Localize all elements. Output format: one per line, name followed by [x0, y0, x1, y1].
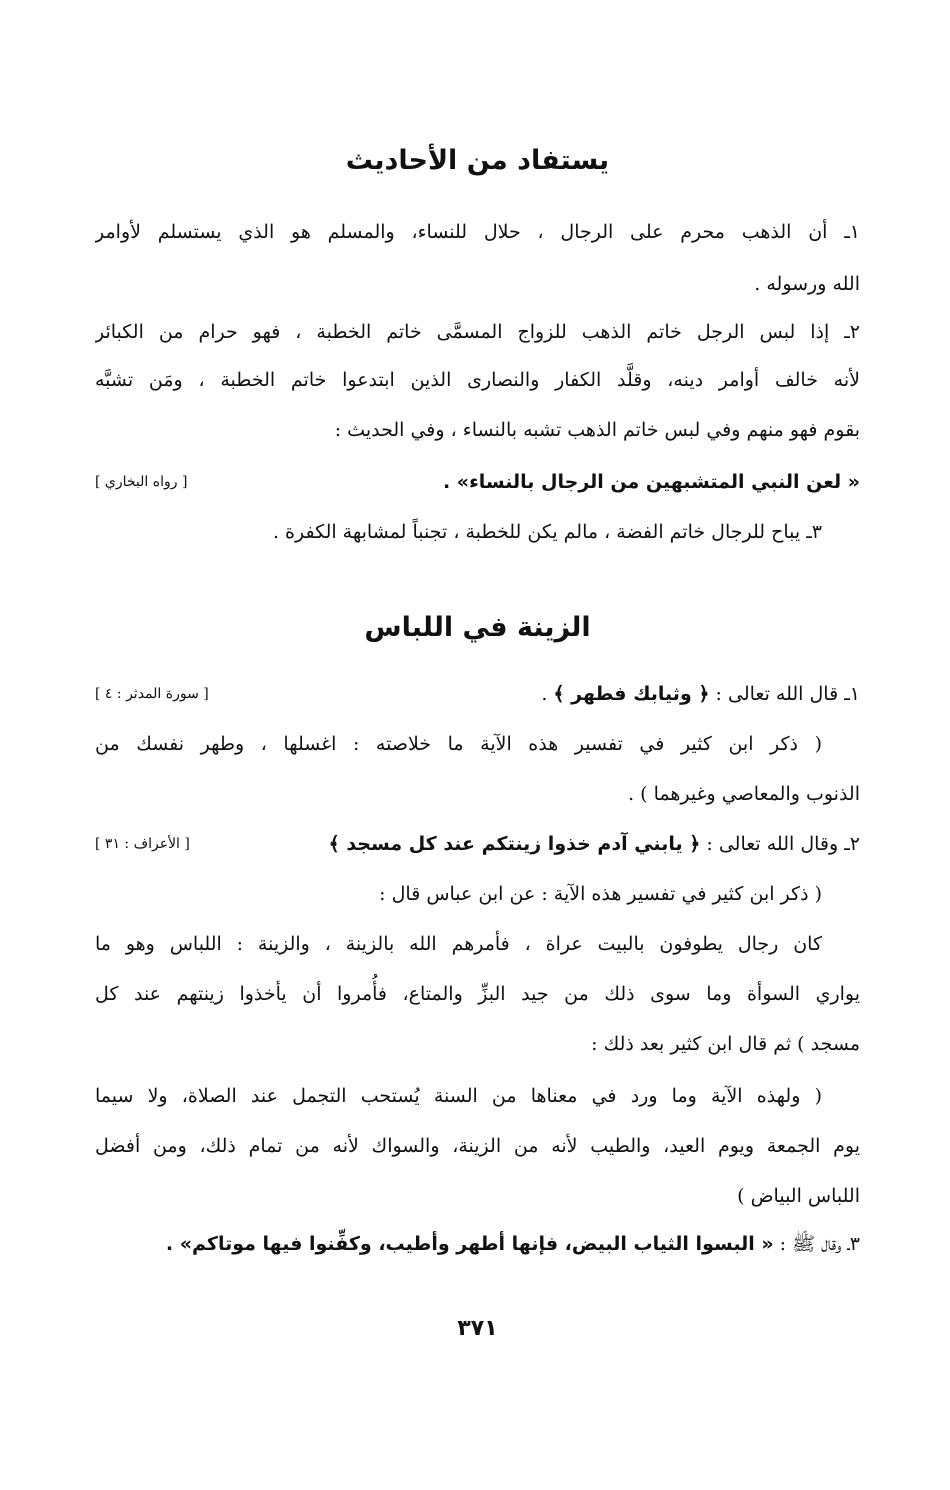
page-number: ٣٧١ [457, 1316, 498, 1341]
verse-prefix: ١ـ قال الله تعالى : [709, 683, 860, 705]
text-line: ( ذكر ابن كثير في تفسير هذه الآية ما خلاصته : اغسلها ، وطهر نفسك من [95, 733, 822, 755]
hadith-text: « البسوا الثياب البيض، فإنها أطهر وأطيب، وكفِّنوا فيها موتاكم» . [165, 1233, 774, 1255]
text-line: ٢ـ إذا لبس الرجل خاتم الذهب للزواج المسمَّى خاتم الخطبة ، فهو حرام من الكبائر [95, 321, 860, 343]
verse-suffix: . [541, 683, 554, 705]
section-title-adornment: الزينة في اللباس [364, 612, 591, 643]
text-line: اللباس البياض ) [737, 1185, 860, 1207]
book-page [95, 0, 860, 1490]
hadith-prefix: ٣ـ وقال ﷺ : [773, 1233, 860, 1255]
verse-reference: [ سورة المدثر : ٤ ] [95, 686, 209, 702]
text-line: مسجد ) ثم قال ابن كثير بعد ذلك : [591, 1033, 860, 1055]
verse-line [95, 822, 860, 866]
text-line: الذنوب والمعاصي وغيرهما ) . [628, 783, 860, 805]
verse-prefix: ٢ـ وقال الله تعالى : [700, 833, 860, 855]
verse-line [95, 672, 860, 716]
quran-verse: ﴿ وثيابك فطهر ﴾ [553, 683, 710, 705]
hadith-line [95, 1222, 860, 1266]
text-line: يوم الجمعة ويوم العيد، والطيب لأنه من الزينة، والسواك لأنه من تمام ذلك، ومن أفضل [95, 1135, 860, 1157]
text-line: ١ـ أن الذهب محرم على الرجال ، حلال للنساء، والمسلم هو الذي يستسلم لأوامر [95, 221, 860, 243]
hadith-reference: [ رواه البخاري ] [95, 474, 188, 490]
text-line: يواري السوأة وما سوى ذلك من جيد البزِّ والمتاع، فأُمروا أن يأخذوا زينتهم عند كل [95, 983, 860, 1005]
section-title-hadith-benefits: يستفاد من الأحاديث [345, 145, 610, 176]
text-line: كان رجال يطوفون بالبيت عراة ، فأمرهم الله بالزينة ، والزينة : اللباس وهو ما [95, 933, 822, 955]
text-line: بقوم فهو منهم وفي لبس خاتم الذهب تشبه بالنساء ، وفي الحديث : [334, 419, 860, 441]
quran-verse: ﴿ يابني آدم خذوا زينتكم عند كل مسجد ﴾ [328, 833, 701, 855]
text-line: ( ولهذه الآية وما ورد في معناها من السنة يُستحب التجمل عند الصلاة، ولا سيما [95, 1085, 822, 1107]
hadith-text: « لعن النبي المتشبهين من الرجال بالنساء» . [442, 471, 860, 493]
text-line: ( ذكر ابن كثير في تفسير هذه الآية : عن ابن عباس قال : [379, 883, 822, 905]
text-line: لأنه خالف أوامر دينه، وقلَّد الكفار والنصارى الذين ابتدعوا خاتم الخطبة ، ومَن تشبَّه [95, 369, 860, 391]
text-line: ٣ـ يباح للرجال خاتم الفضة ، مالم يكن للخطبة ، تجنباً لمشابهة الكفرة . [272, 521, 822, 543]
text-line: الله ورسوله . [754, 273, 860, 295]
verse-reference: [ الأعراف : ٣١ ] [95, 836, 190, 852]
